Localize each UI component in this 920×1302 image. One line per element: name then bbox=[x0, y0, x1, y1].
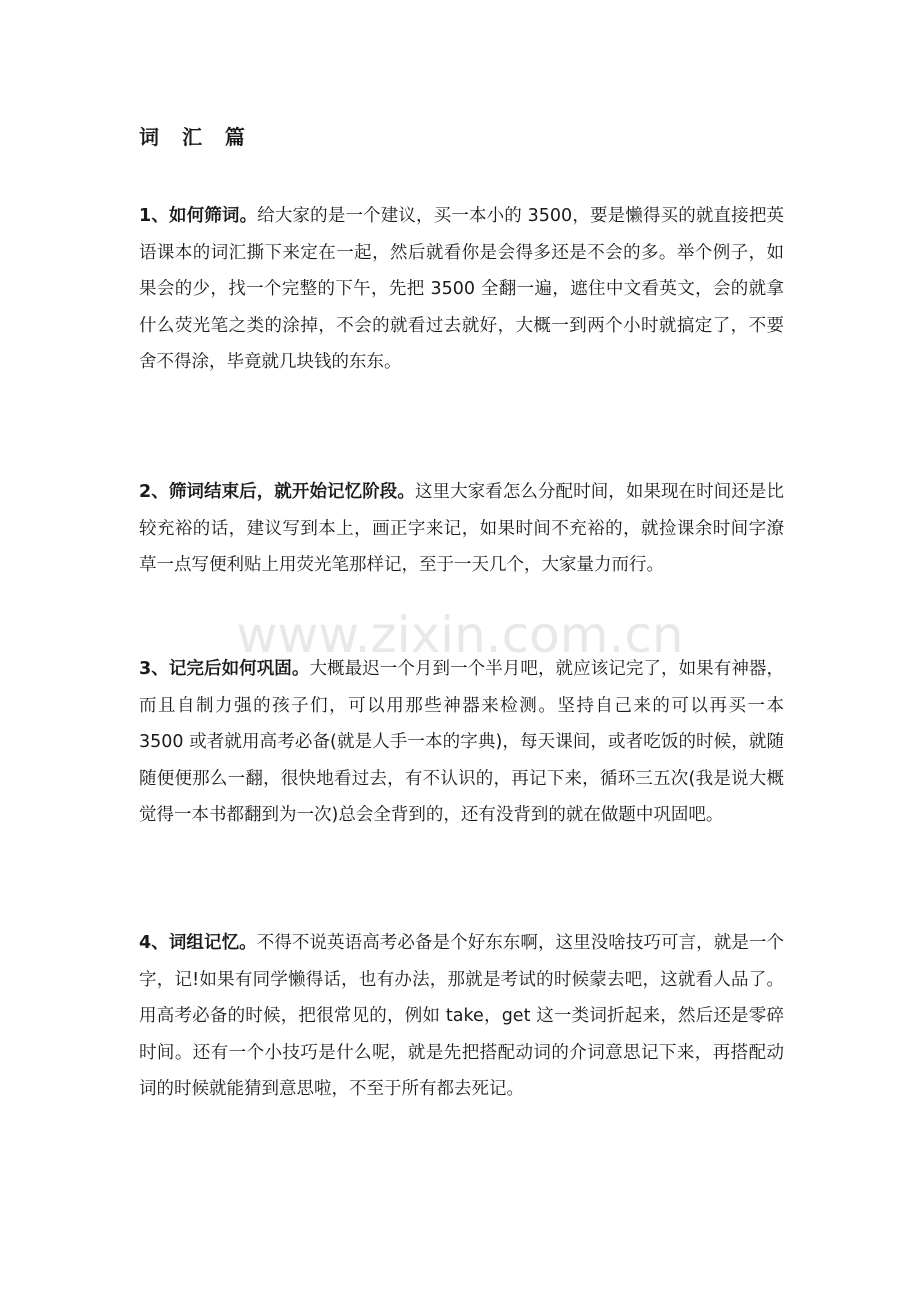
page-title: 词 汇 篇 bbox=[139, 125, 253, 149]
paragraph-2-heading: 2、筛词结束后，就开始记忆阶段。 bbox=[139, 482, 415, 502]
paragraph-2-body: 这里大家看怎么分配时间，如果现在时间还是比较充裕的话，建议写到本上，画正字来记，如果时间不充裕的，就捡课余时间字潦草一点写便利贴上用荧光笔那样记，至于一天几个，大家量力而行。 bbox=[139, 482, 784, 575]
paragraph-3-body: 大概最迟一个月到一个半月吧，就应该记完了，如果有神器，而且自制力强的孩子们，可以用那些神器来检测。坚持自己来的可以再买一本 3500 或者就用高考必备(就是人手一本的字典)，每天课间，或者吃饭的时候，就随随便便那么一翻，很快地看过去，有不认识的，再记下来，循环三五次(我是说大概觉得一本书都翻到为一次)总会全背到的，还有没背到的就在做题中巩固吧。 bbox=[139, 659, 784, 825]
paragraph-3 bbox=[139, 651, 784, 834]
paragraph-1-body: 给大家的是一个建议，买一本小的 3500，要是懒得买的就直接把英语课本的词汇撕下来定在一起，然后就看你是会得多还是不会的多。举个例子，如果会的少，找一个完整的下午，先把 3500 全翻一遍，遮住中文看英文，会的就拿什么荧光笔之类的涂掉，不会的就看过去就好，大概一到两个小时就搞定了，不要舍不得涂，毕竟就几块钱的东东。 bbox=[139, 206, 784, 372]
paragraph-4-body: 不得不说英语高考必备是个好东东啊，这里没啥技巧可言，就是一个字，记!如果有同学懒得话，也有办法，那就是考试的时候蒙去吧，这就看人品了。用高考必备的时候，把很常见的，例如 take，get 这一类词折起来，然后还是零碎时间。还有一个小技巧是什么呢，就是先把搭配动词的介词意思记下来，再搭配动词的时候就能猜到意思啦，不至于所有都去死记。 bbox=[139, 933, 784, 1099]
paragraph-1 bbox=[139, 198, 784, 381]
paragraph-4 bbox=[139, 925, 784, 1108]
paragraph-2 bbox=[139, 474, 784, 584]
paragraph-4-heading: 4、词组记忆。 bbox=[139, 933, 257, 953]
watermark: www.zixin.com.cn bbox=[236, 606, 684, 664]
paragraph-1-heading: 1、如何筛词。 bbox=[139, 206, 258, 226]
paragraph-3-heading: 3、记完后如何巩固。 bbox=[139, 659, 310, 679]
